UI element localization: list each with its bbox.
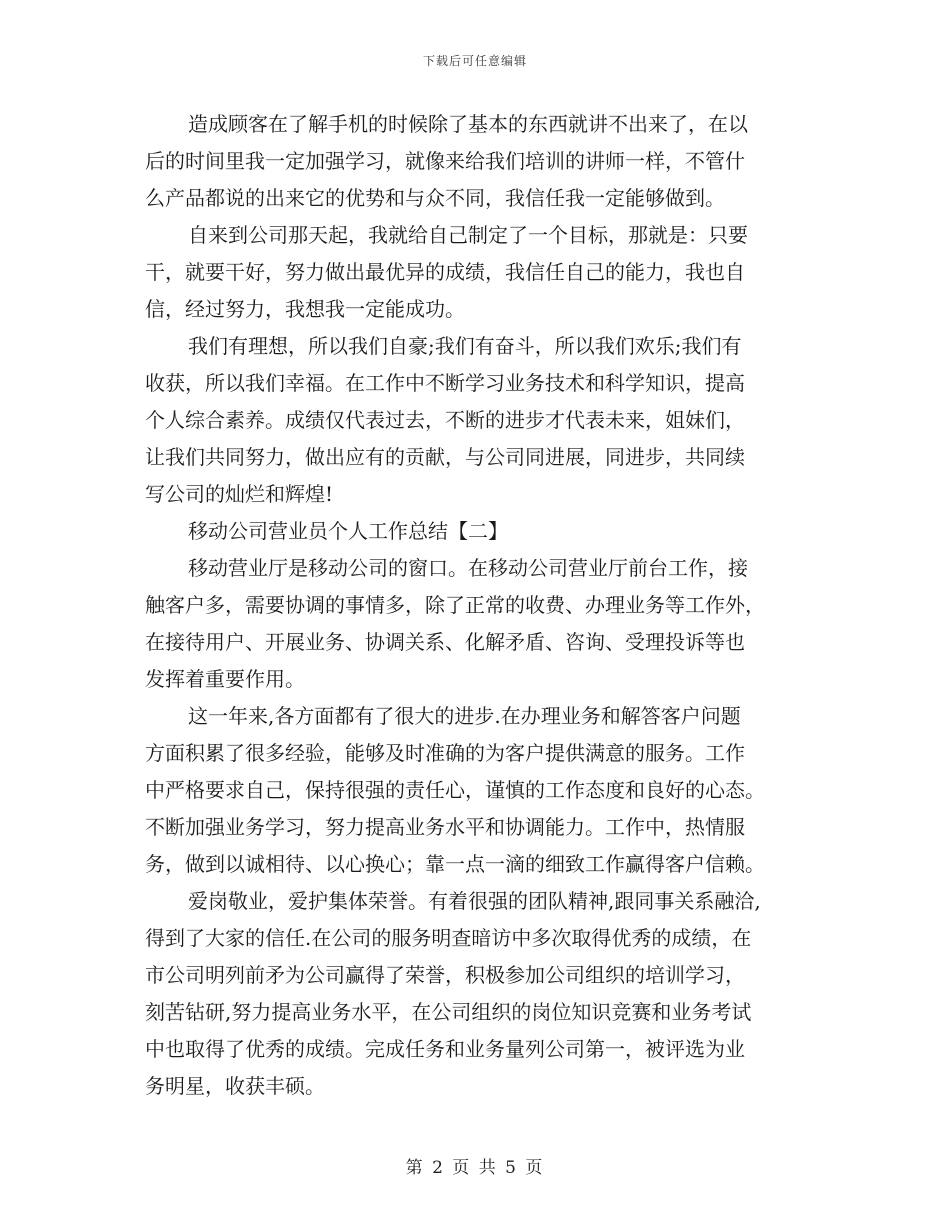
- text-line: 造成顾客在了解手机的时候除了基本的东西就讲不出来了，在以: [188, 112, 748, 136]
- text-line: 得到了大家的信任.在公司的服务明查暗访中多次取得优秀的成绩，在: [145, 926, 752, 950]
- text-line: 写公司的灿烂和辉煌!: [145, 482, 334, 506]
- text-line: 干，就要干好，努力做出最优异的成绩，我信任自己的能力，我也自: [145, 260, 745, 284]
- text-line: 收获，所以我们幸福。在工作中不断学习业务技术和科学知识，提高: [145, 371, 745, 395]
- text-line: 自来到公司那天起，我就给自己制定了一个目标，那就是：只要: [188, 223, 748, 247]
- text-line: 中严格要求自己，保持很强的责任心，谨慎的工作态度和良好的心态。: [145, 778, 765, 802]
- text-line: 让我们共同努力，做出应有的贡献，与公司同进展，同进步，共同续: [145, 445, 745, 469]
- text-line: 市公司明列前矛为公司赢得了荣誉，积极参加公司组织的培训学习，: [145, 963, 745, 987]
- text-line: 刻苦钻研,努力提高业务水平，在公司组织的岗位知识竞赛和业务考试: [145, 1000, 752, 1024]
- text-line: 方面积累了很多经验，能够及时准确的为客户提供满意的服务。工作: [145, 741, 745, 765]
- text-line: 后的时间里我一定加强学习，就像来给我们培训的讲师一样，不管什: [145, 149, 745, 173]
- page-header: 下载后可任意编辑: [422, 54, 527, 68]
- text-line: 移动营业厅是移动公司的窗口。在移动公司营业厅前台工作，接: [188, 556, 748, 580]
- text-line: 这一年来,各方面都有了很大的进步.在办理业务和解答客户问题: [188, 704, 741, 728]
- text-line: 中也取得了优秀的成绩。完成任务和业务量列公司第一，被评选为业: [145, 1037, 745, 1061]
- text-line: 么产品都说的出来它的优势和与众不同，我信任我一定能够做到。: [145, 186, 725, 210]
- text-line: 我们有理想，所以我们自豪;我们有奋斗，所以我们欢乐;我们有: [188, 334, 742, 358]
- document-body: [145, 106, 817, 1105]
- text-line: 发挥着重要作用。: [145, 667, 305, 691]
- text-line: 个人综合素养。成绩仅代表过去，不断的进步才代表未来，姐妹们，: [145, 408, 745, 432]
- text-line: 移动公司营业员个人工作总结【二】: [188, 519, 508, 543]
- text-line: 触客户多，需要协调的事情多，除了正常的收费、办理业务等工作外，: [145, 593, 765, 617]
- text-line: 爱岗敬业，爱护集体荣誉。有着很强的团队精神,跟同事关系融洽,: [188, 889, 761, 913]
- text-line: 务，做到以诚相待、以心换心；靠一点一滴的细致工作赢得客户信赖。: [145, 852, 765, 876]
- page-number-footer: 第 2 页 共 5 页: [405, 1158, 545, 1178]
- text-line: 在接待用户、开展业务、协调关系、化解矛盾、咨询、受理投诉等也: [145, 630, 745, 654]
- text-line: 信，经过努力，我想我一定能成功。: [145, 297, 465, 321]
- text-line: 务明星，收获丰硕。: [145, 1074, 325, 1098]
- text-line: 不断加强业务学习，努力提高业务水平和协调能力。工作中，热情服: [145, 815, 745, 839]
